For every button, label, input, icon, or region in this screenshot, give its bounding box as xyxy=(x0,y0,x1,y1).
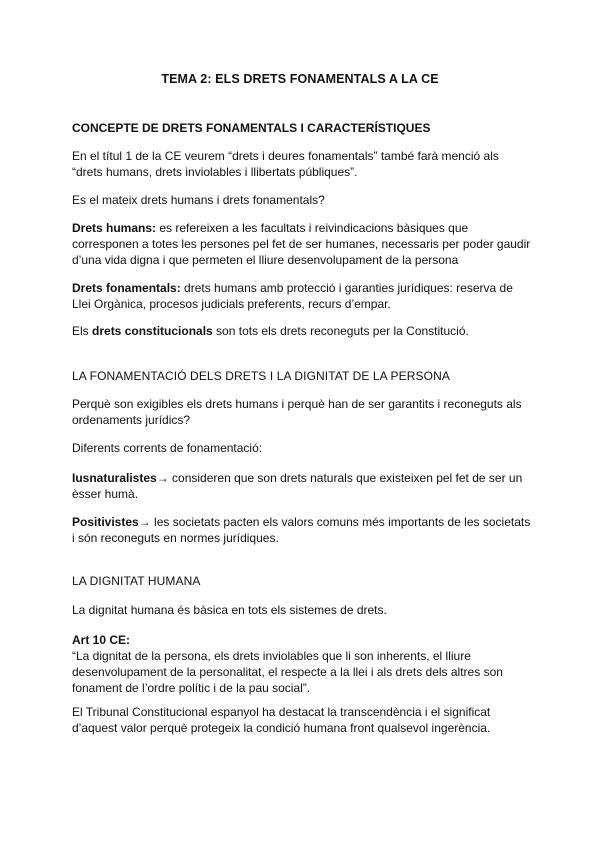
definition-positivistes: → les societats pacten els valors comuns més importants de les societats i són reconeguts en normes jurídiques. xyxy=(72,515,531,545)
term-positivistes: Positivistes xyxy=(72,515,139,529)
term-iusnaturalistes: Iusnaturalistes xyxy=(72,471,157,485)
definition-iusnaturalistes: → consideren que son drets naturals que existeixen pel fet de ser un èsser humà. xyxy=(72,471,523,501)
text-els: Els xyxy=(72,324,93,338)
section2-paragraph-2: Diferents corrents de fonamentació: xyxy=(72,441,263,455)
definition-drets-fonamentals: drets humans amb protecció i garanties jurídiques: reserva de Llei Orgànica, procesos judicials preferents, recurs d’empar. xyxy=(72,281,513,311)
section1-paragraph-drets-humans xyxy=(72,220,532,268)
definition-drets-humans: es refereixen a les facultats i reivindicacions bàsiques que corresponen a totes les persones pel fet de ser humanes, necessaris per poder gaudir d’una vida digna i que permeten el lliure desenvolupament de la persona xyxy=(72,221,531,267)
definition-drets-constitucionals: son tots els drets reconeguts per la Constitució. xyxy=(212,324,469,338)
document-title: TEMA 2: ELS DRETS FONAMENTALS A LA CE xyxy=(161,72,439,86)
quote-art-10-ce: “La dignitat de la persona, els drets inviolables que li son inherents, el lliure desenvolupament de la personalitat, el respecte a la llei i als drets dels altres son fonament de l’ordre polític i de la pau social”. xyxy=(72,649,503,695)
section1-heading: CONCEPTE DE DRETS FONAMENTALS I CARACTERÍSTIQUES xyxy=(72,121,431,135)
section1-paragraph-2: Es el mateix drets humans i drets fonamentals? xyxy=(72,193,325,207)
term-drets-fonamentals: Drets fonamentals: xyxy=(72,281,181,295)
section2-paragraph-1: Perquè son exigibles els drets humans i perquè han de ser garantits i reconeguts als ordenaments jurídics? xyxy=(72,397,522,427)
section3-article-10 xyxy=(72,632,532,696)
section3-paragraph-tribunal: El Tribunal Constitucional espanyol ha destacat la transcendència i el significat d’aquest valor perquè protegeix la condició humana front qualsevol ingerència. xyxy=(72,705,491,735)
section2-paragraph-iusnaturalistes xyxy=(72,470,532,502)
term-art-10-ce: Art 10 CE: xyxy=(72,633,131,647)
section3-paragraph-1: La dignitat humana és bàsica en tots els sistemes de drets. xyxy=(72,603,387,617)
term-drets-humans: Drets humans: xyxy=(72,221,157,235)
section2-paragraph-positivistes xyxy=(72,514,532,546)
section1-paragraph-drets-constitucionals xyxy=(72,323,532,339)
section2-heading: LA FONAMENTACIÓ DELS DRETS I LA DIGNITAT DE LA PERSONA xyxy=(72,369,450,383)
section3-heading: LA DIGNITAT HUMANA xyxy=(72,574,201,588)
term-drets-constitucionals: drets constitucionals xyxy=(92,324,213,338)
section1-paragraph-1: En el títul 1 de la CE veurem “drets i deures fonamentals” també farà menció als “drets humans, drets inviolables i llibertats públiques”. xyxy=(72,149,499,179)
section1-paragraph-drets-fonamentals xyxy=(72,280,532,312)
